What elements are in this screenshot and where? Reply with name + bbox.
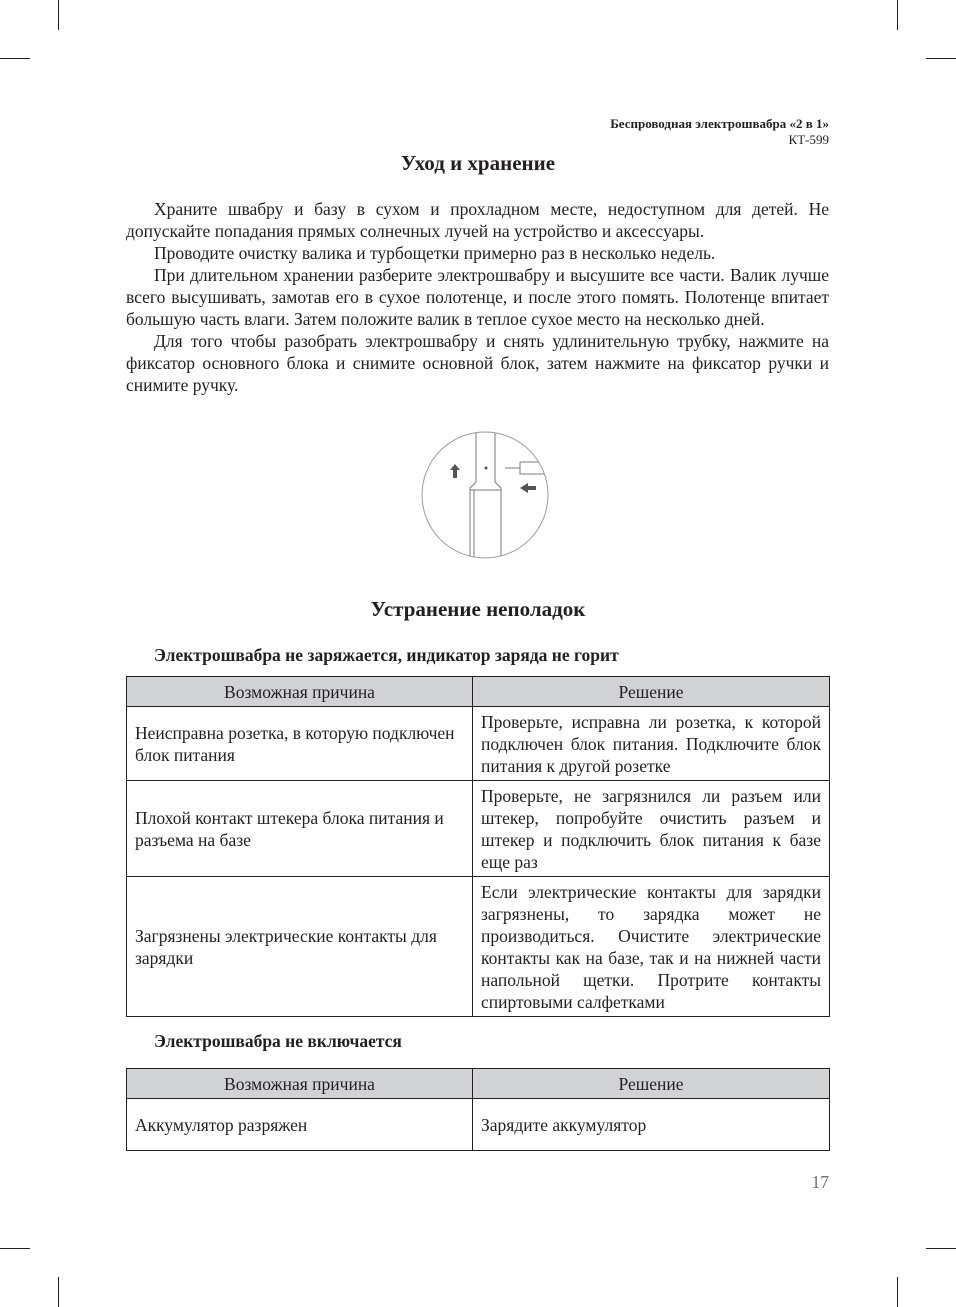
- paragraph: Храните швабру и базу в сухом и прохладном месте, недоступном для детей. Не допускайте попадания прямых солнечных лучей на устройство и аксессуары.: [126, 199, 829, 241]
- table-row: [127, 781, 830, 877]
- problem-subtitle: Электрошвабра не заряжается, индикатор заряда не горит: [154, 645, 619, 665]
- paragraph: Для того чтобы разобрать электрошвабру и снять удлинительную трубку, нажмите на фиксатор основного блока и снимите основной блок, затем нажмите на фиксатор ручки и снимите ручку.: [126, 331, 829, 395]
- paragraph: Проводите очистку валика и турбощетки примерно раз в несколько недель.: [154, 243, 716, 263]
- solution-cell: Проверьте, исправна ли розетка, к которой подключен блок питания. Подключите блок питания к другой розетке: [473, 707, 830, 781]
- cause-cell: Загрязнены электрические контакты для зарядки: [127, 877, 473, 1017]
- care-text: [126, 198, 829, 396]
- crop-mark: [0, 58, 30, 59]
- crop-mark: [58, 1277, 59, 1307]
- crop-mark: [926, 58, 956, 59]
- section-title-troubleshooting: Устранение неполадок: [370, 597, 586, 621]
- page-number: 17: [811, 1172, 829, 1192]
- column-header: Возможная причина: [127, 677, 473, 707]
- cause-cell: Аккумулятор разряжен: [127, 1099, 473, 1151]
- tube-latch-illustration: [420, 430, 550, 560]
- table-row: [127, 707, 830, 781]
- paragraph: При длительном хранении разберите электрошвабру и высушите все части. Валик лучше всего высушивать, замотав его в сухое полотенце, и после этого помять. Полотенце впитает большую часть влаги. Затем положите валик в теплое сухое место на несколько дней.: [126, 265, 829, 329]
- table-row: [127, 1099, 830, 1151]
- problem-subtitle: Электрошвабра не включается: [154, 1031, 402, 1051]
- section-title-care: Уход и хранение: [400, 151, 556, 175]
- column-header: Решение: [473, 677, 830, 707]
- troubleshooting-table: [126, 676, 830, 1017]
- crop-mark: [926, 1248, 956, 1249]
- crop-mark: [897, 1277, 898, 1307]
- latch-dot: [485, 467, 488, 470]
- product-title: Беспроводная электрошвабра «2 в 1»: [610, 116, 829, 131]
- troubleshooting-table: [126, 1068, 830, 1151]
- table-row: [127, 877, 830, 1017]
- running-header: [610, 116, 829, 148]
- column-header: Решение: [473, 1069, 830, 1099]
- crop-mark: [897, 0, 898, 30]
- column-header: Возможная причина: [127, 1069, 473, 1099]
- solution-cell: Проверьте, не загрязнился ли разъем или штекер, попробуйте очистить разъем и штекер и подключить блок питания к базе еще раз: [473, 781, 830, 877]
- crop-mark: [58, 0, 59, 30]
- solution-cell: Если электрические контакты для зарядки загрязнены, то зарядка может не производиться. Очистите электрические контакты как на базе, так и на нижней части напольной щетки. Протрите контакты спиртовыми салфетками: [473, 877, 830, 1017]
- model-number: КТ-599: [788, 132, 829, 147]
- cause-cell: Плохой контакт штекера блока питания и разъема на базе: [127, 781, 473, 877]
- solution-cell: Зарядите аккумулятор: [473, 1099, 830, 1151]
- cause-cell: Неисправна розетка, в которую подключен блок питания: [127, 707, 473, 781]
- crop-mark: [0, 1248, 30, 1249]
